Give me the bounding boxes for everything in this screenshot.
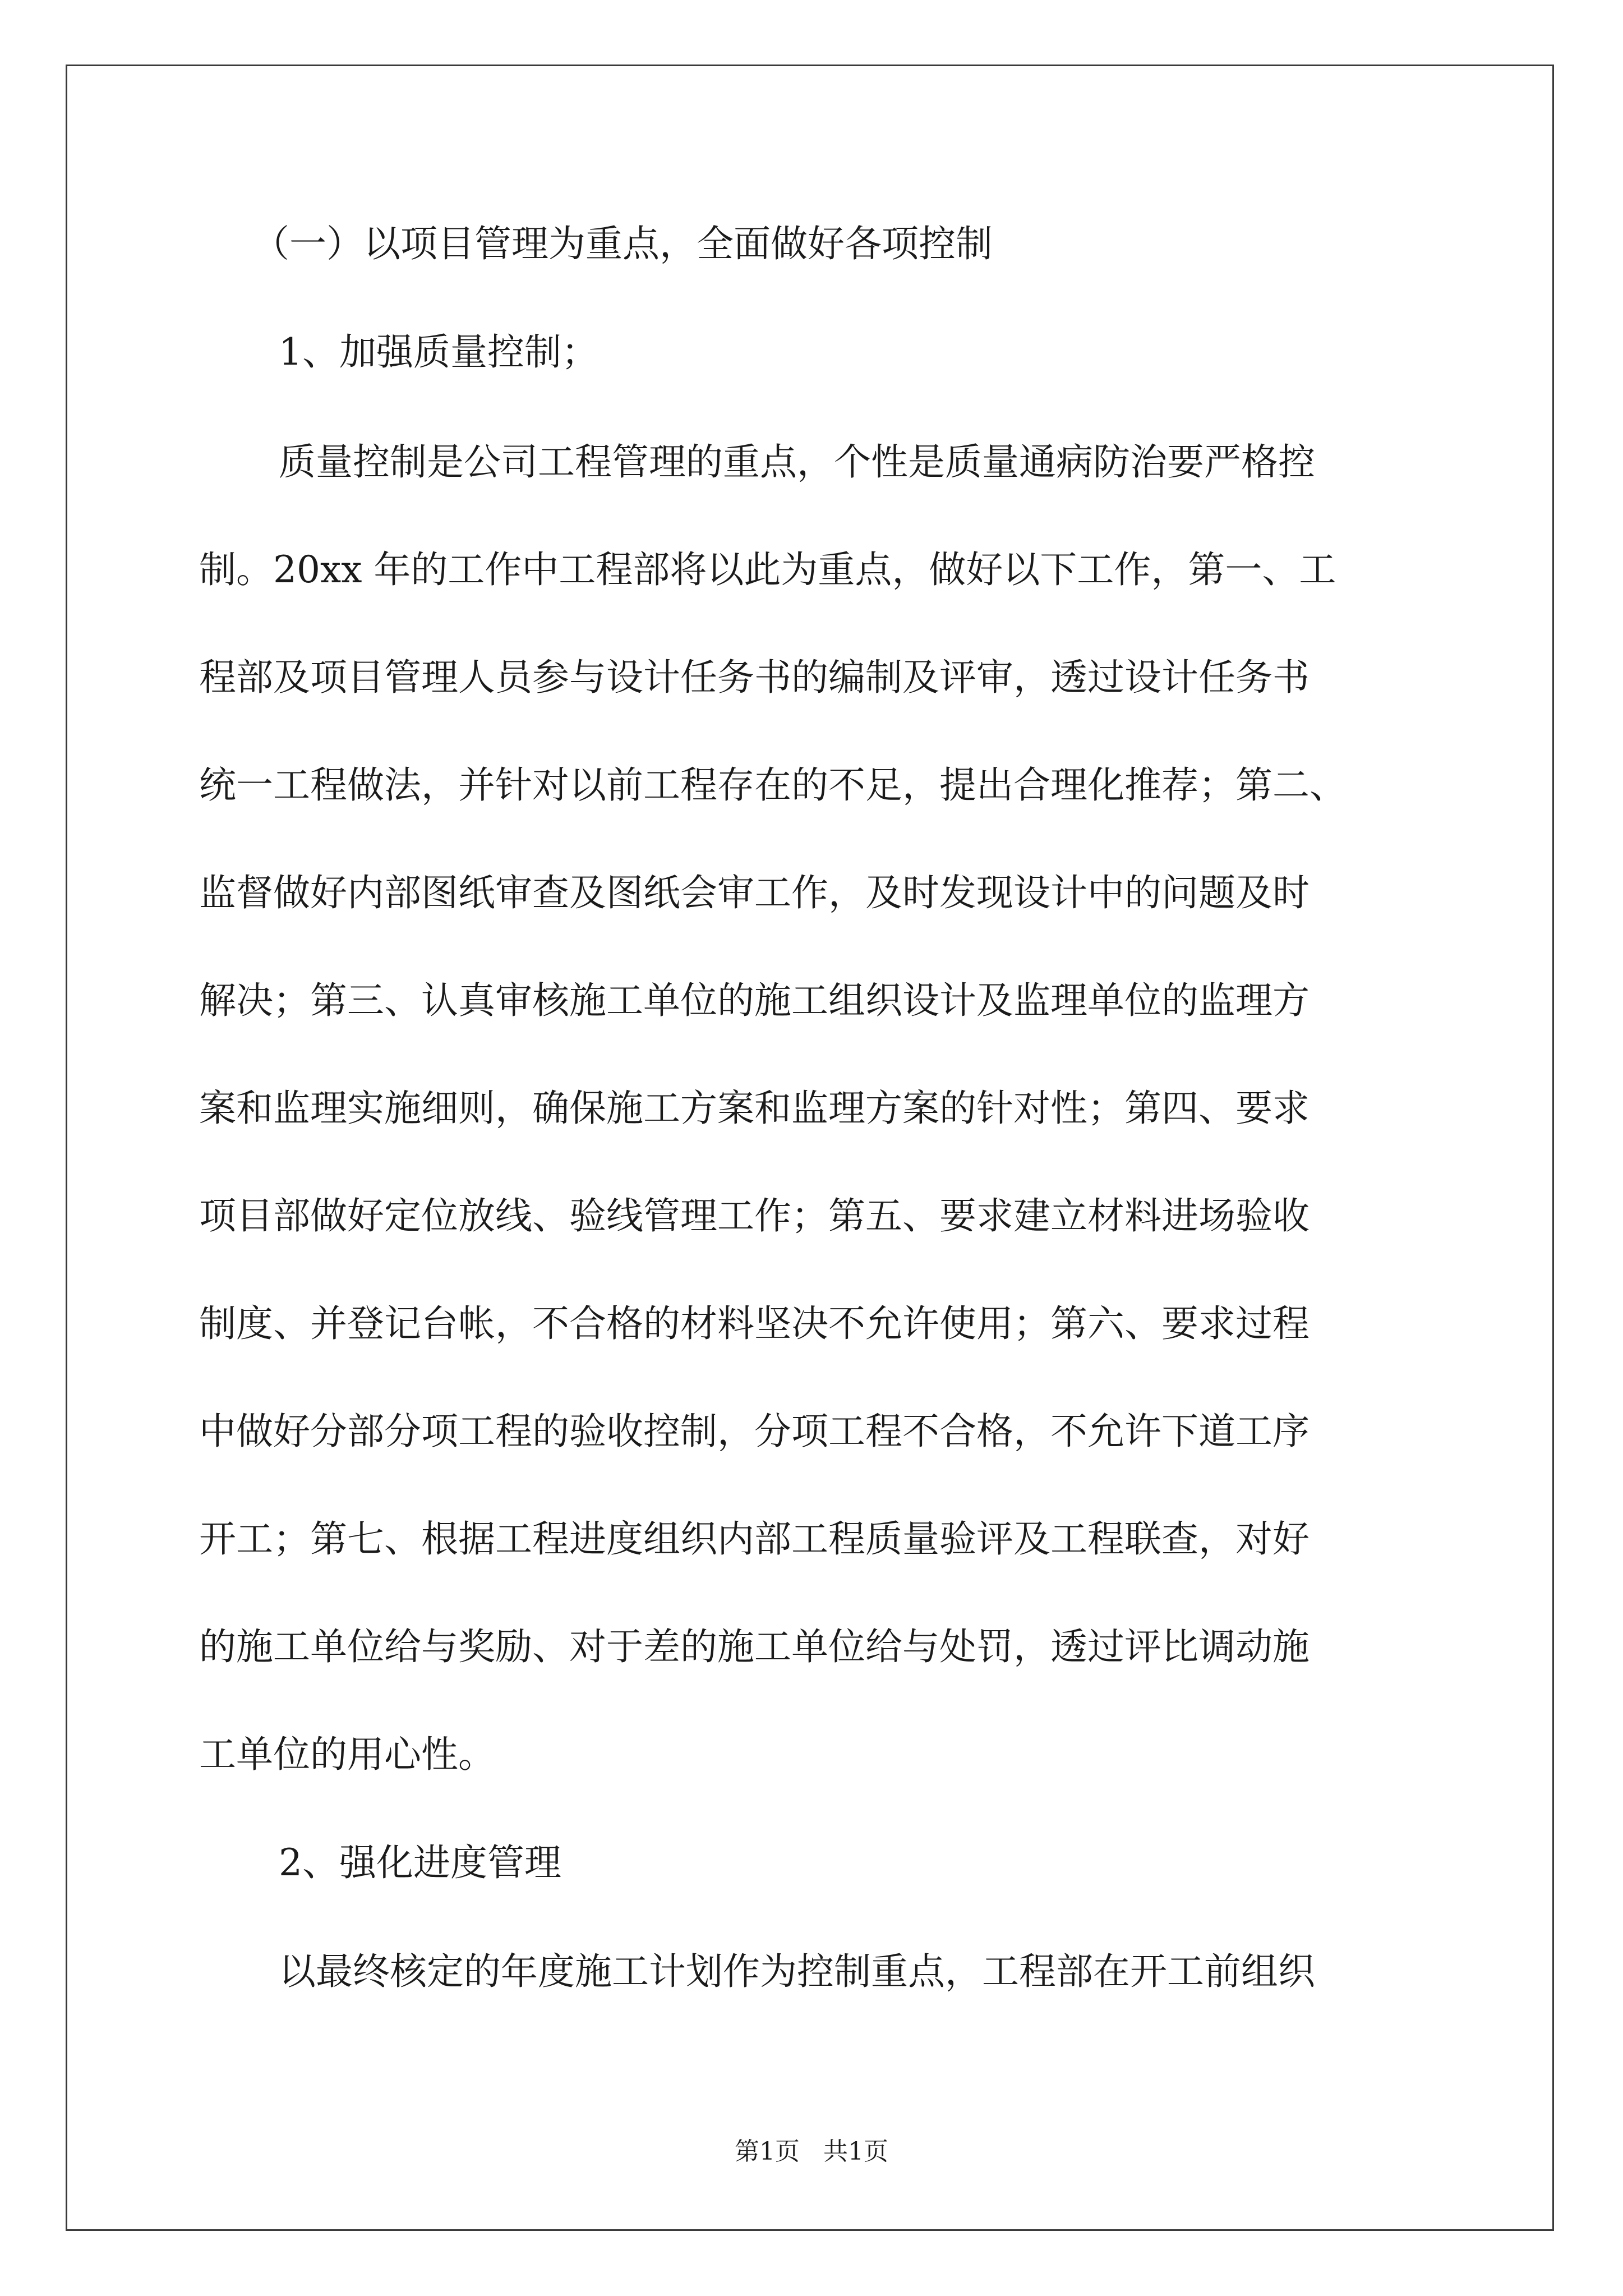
section-heading: （一）以项目管理为重点，全面做好各项控制 [252, 222, 993, 265]
page-border [66, 65, 1554, 2231]
paragraph-line: 中做好分部分项工程的验收控制，分项工程不合格，不允许下道工序 [199, 1410, 1310, 1453]
paragraph-line: 以最终核定的年度施工计划作为控制重点，工程部在开工前组织 [279, 1950, 1315, 1993]
paragraph-line: 解决；第三、认真审核施工单位的施工组织设计及监理单位的监理方 [199, 979, 1310, 1022]
paragraph-line: 开工；第七、根据工程进度组织内部工程质量验评及工程联查，对好 [199, 1517, 1310, 1561]
paragraph-line: 质量控制是公司工程管理的重点，个性是质量通病防治要严格控 [279, 440, 1315, 484]
paragraph-line: 制度、并登记台帐，不合格的材料坚决不允许使用；第六、要求过程 [199, 1302, 1310, 1345]
paragraph-line: 工单位的用心性。 [199, 1733, 495, 1776]
paragraph-line: 统一工程做法，并针对以前工程存在的不足，提出合理化推荐；第二、 [199, 763, 1347, 807]
paragraph-line: 制。20xx 年的工作中工程部将以此为重点，做好以下工作，第一、工 [199, 548, 1336, 591]
paragraph-line: 项目部做好定位放线、验线管理工作；第五、要求建立材料进场验收 [199, 1194, 1310, 1237]
paragraph-line: 程部及项目管理人员参与设计任务书的编制及评审，透过设计任务书 [199, 656, 1310, 699]
page-footer: 第1页 共1页 [735, 2137, 888, 2166]
subheading-schedule: 2、强化进度管理 [279, 1841, 561, 1884]
paragraph-line: 案和监理实施细则，确保施工方案和监理方案的针对性；第四、要求 [199, 1087, 1310, 1130]
subheading-quality: 1、加强质量控制； [279, 330, 598, 374]
paragraph-line: 监督做好内部图纸审查及图纸会审工作，及时发现设计中的问题及时 [199, 871, 1310, 914]
paragraph-line: 的施工单位给与奖励、对于差的施工单位给与处罚，透过评比调动施 [199, 1625, 1310, 1668]
